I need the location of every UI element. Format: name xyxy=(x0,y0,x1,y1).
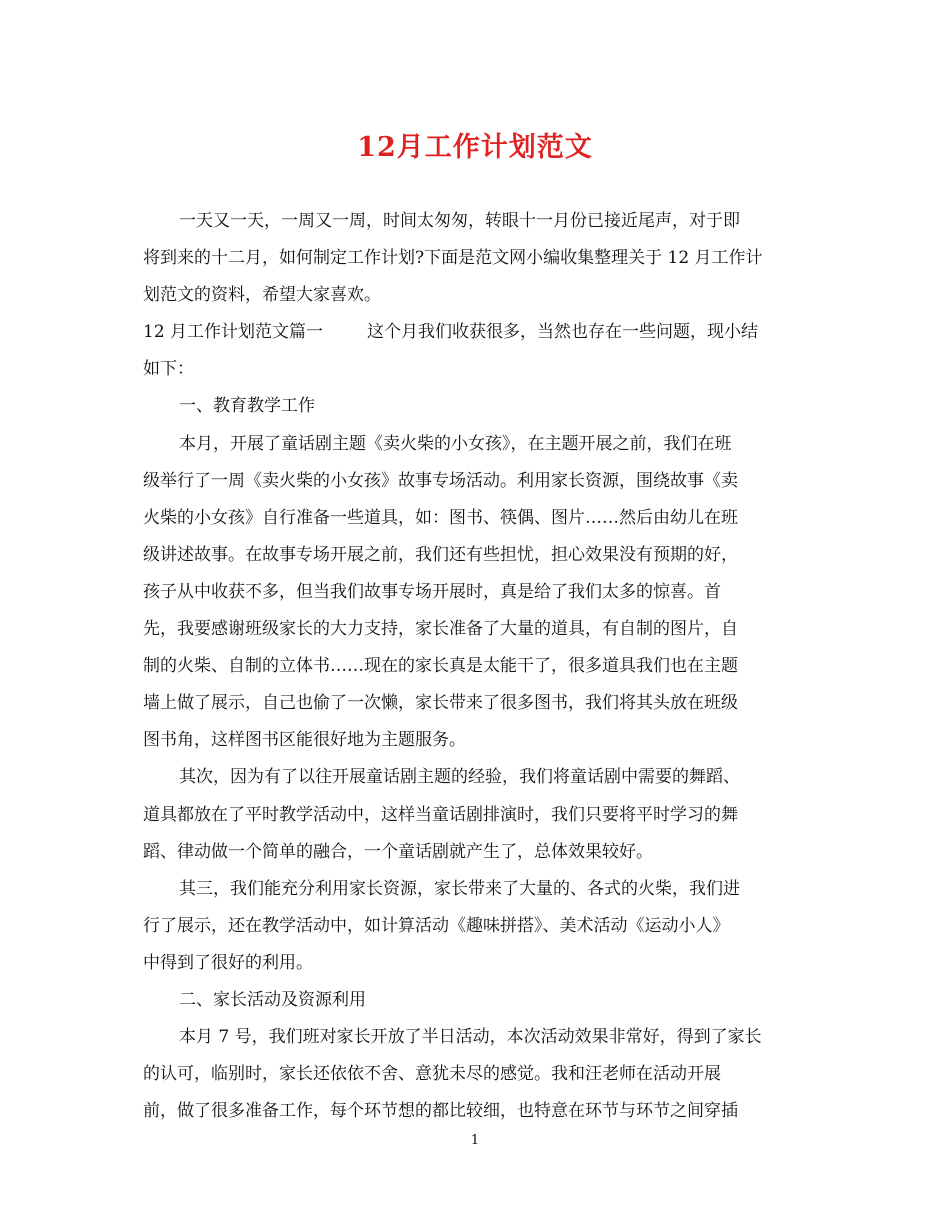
document-body xyxy=(143,203,803,1130)
paragraph-line: 蹈、律动做一个简单的融合，一个童话剧就产生了，总体效果较好。 xyxy=(143,841,653,862)
paragraph-line: 将到来的十二月，如何制定工作计划?下面是范文网小编收集整理关于 12 月工作计 xyxy=(143,248,763,269)
section-heading: 12 月工作计划范文篇一 xyxy=(143,322,324,343)
paragraph-line: 其次，因为有了以往开展童话剧主题的经验，我们将童话剧中需要的舞蹈、 xyxy=(179,767,740,788)
paragraph-line: 级举行了一周《卖火柴的小女孩》故事专场活动。利用家长资源，围绕故事《卖 xyxy=(143,470,738,491)
paragraph-line: 的认可，临别时，家长还依依不舍、意犹未尽的感觉。我和汪老师在活动开展 xyxy=(143,1064,721,1085)
subheading: 二、家长活动及资源利用 xyxy=(179,989,366,1010)
paragraph-line: 划范文的资料，希望大家喜欢。 xyxy=(143,285,381,306)
paragraph-line: 其三，我们能充分利用家长资源，家长带来了大量的、各式的火柴，我们进 xyxy=(179,878,740,899)
document-title: 12月工作计划范文 xyxy=(357,132,593,163)
paragraph-line: 行了展示，还在教学活动中，如计算活动《趣味拼搭》、美术活动《运动小人》 xyxy=(143,915,730,936)
page-number: 1 xyxy=(470,1133,480,1148)
paragraph-line: 一天又一天，一周又一周，时间太匆匆，转眼十一月份已接近尾声，对于即 xyxy=(179,211,740,231)
paragraph-line: 前，做了很多准备工作，每个环节想的都比较细，也特意在环节与环节之间穿插 xyxy=(143,1101,738,1122)
paragraph-line: 中得到了很好的利用。 xyxy=(143,952,313,973)
paragraph-line: 火柴的小女孩》自行准备一些道具，如：图书、筷偶、图片……然后由幼儿在班 xyxy=(143,507,738,528)
paragraph-line: 道具都放在了平时教学活动中，这样当童话剧排演时，我们只要将平时学习的舞 xyxy=(143,804,738,825)
paragraph-line: 墙上做了展示，自己也偷了一次懒，家长带来了很多图书，我们将其头放在班级 xyxy=(143,693,738,714)
paragraph-text: 这个月我们收获很多，当然也存在一些问题，现小结 xyxy=(367,322,759,343)
paragraph-line: 本月，开展了童话剧主题《卖火柴的小女孩》，在主题开展之前，我们在班 xyxy=(179,433,732,454)
paragraph-line: 先，我要感谢班级家长的大力支持，家长准备了大量的道具，有自制的图片，自 xyxy=(143,619,738,640)
paragraph-line: 本月 7 号，我们班对家长开放了半日活动，本次活动效果非常好，得到了家长 xyxy=(179,1027,762,1048)
subheading: 一、教育教学工作 xyxy=(179,396,315,417)
paragraph-line: 如下： xyxy=(143,359,194,380)
section-heading-line xyxy=(143,314,803,351)
paragraph-line: 孩子从中收获不多，但当我们故事专场开展时，真是给了我们太多的惊喜。首 xyxy=(143,581,721,602)
paragraph-line: 制的火柴、自制的立体书……现在的家长真是太能干了，很多道具我们也在主题 xyxy=(143,656,738,677)
paragraph-line: 图书角，这样图书区能很好地为主题服务。 xyxy=(143,730,466,751)
paragraph-line: 级讲述故事。在故事专场开展之前，我们还有些担忧，担心效果没有预期的好， xyxy=(143,544,738,565)
